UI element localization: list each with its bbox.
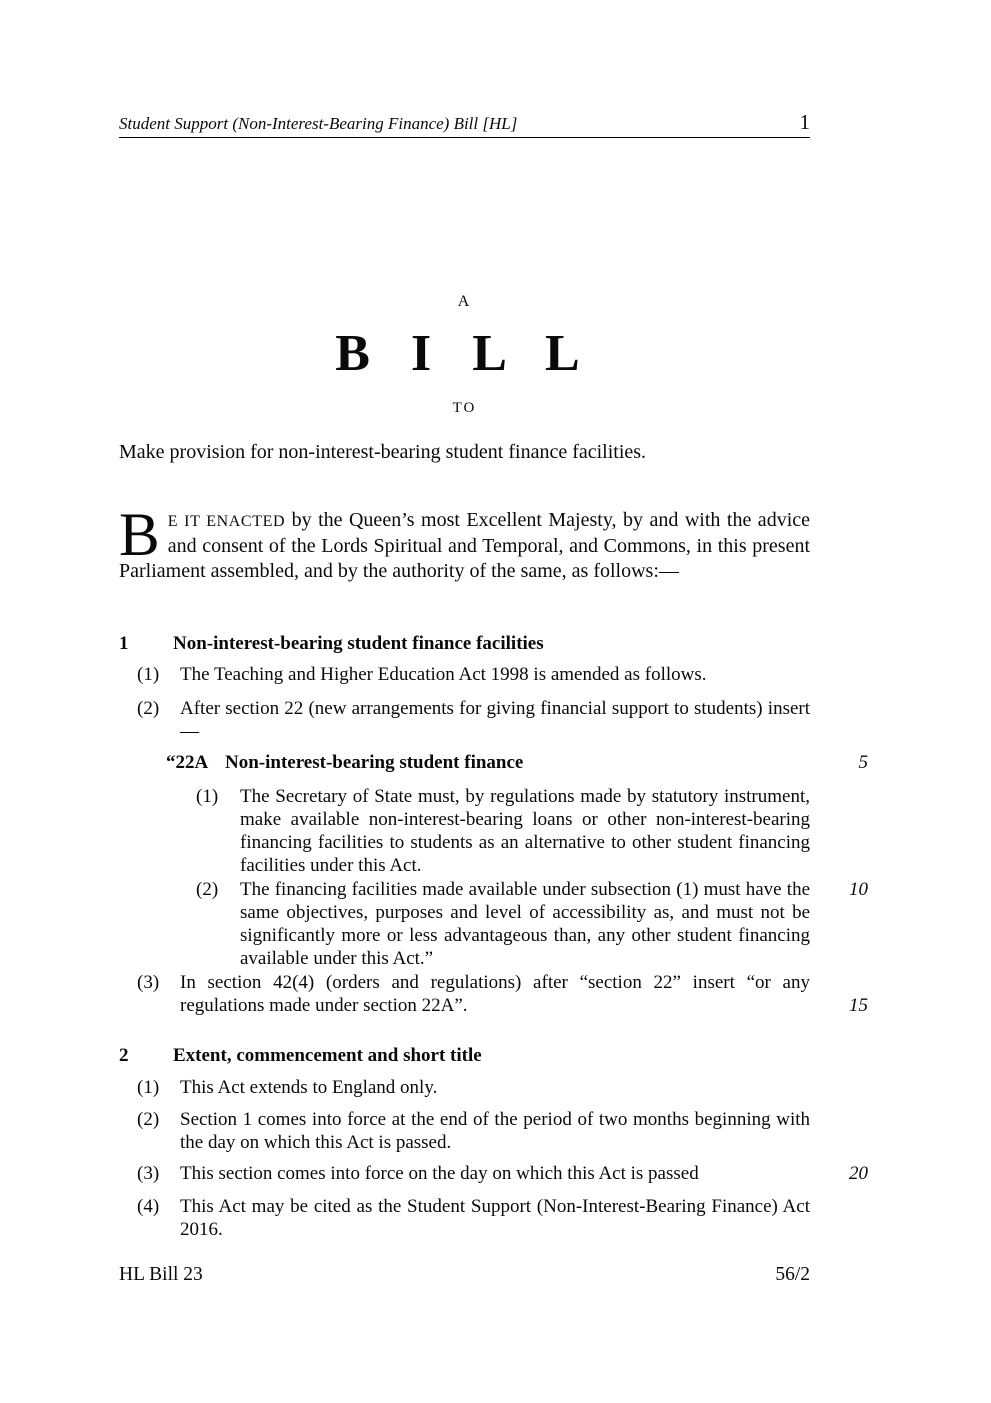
subsection-text: The Secretary of State must, by regulations made by statutory instrument, make available non-interest-bearing loans or other non-interest-bearing financing facilities to students as an alternative to other student financing facilities under this Act. [240, 786, 810, 876]
subsection-marker: (3) [137, 1163, 160, 1184]
header-rule [119, 137, 810, 138]
clause-title: Non-interest-bearing student finance facilities [173, 633, 544, 654]
quoted-subsection-1 [119, 785, 810, 877]
subsection-marker: (3) [137, 972, 160, 993]
bill-long-title: Make provision for non-interest-bearing student finance facilities. [119, 441, 647, 463]
quoted-section-number: “22A [166, 752, 209, 773]
subsection-marker: (4) [137, 1196, 160, 1217]
subsection-text: This Act may be cited as the Student Support (Non-Interest-Bearing Finance) Act 2016. [180, 1196, 810, 1240]
running-header-title: Student Support (Non-Interest-Bearing Finance) Bill [HL] [119, 114, 518, 133]
masthead-a: A [457, 293, 472, 310]
clause-1-heading [119, 632, 810, 655]
margin-line-number: 20 [849, 1163, 868, 1184]
running-header [119, 110, 810, 135]
subsection-text: After section 22 (new arrangements for giving financial support to students) insert— [180, 698, 810, 742]
margin-line-number: 15 [849, 995, 868, 1016]
clause-2-subsection-1 [119, 1076, 810, 1099]
footer-session-number: 56/2 [775, 1264, 810, 1285]
clause-1-subsection-2 [119, 697, 810, 743]
subsection-marker: (1) [137, 664, 160, 685]
enacting-text: by the Queen’s most Excellent Majesty, by and with the advice and consent of the Lords Spiritual and Temporal, and Commons, in this present Parliament assembled, and by the authority of the same, as follows:— [119, 509, 810, 582]
subsection-text: The financing facilities made available under subsection (1) must have the same objectives, purposes and level of accessibility as, and must not be significantly more or less advantageous than, any other student financing available under this Act.” [240, 879, 810, 969]
subsection-text: This section comes into force on the day on which this Act is passed [180, 1163, 699, 1184]
quoted-subsection-2 [119, 878, 810, 970]
subsection-marker: (2) [196, 879, 219, 900]
subsection-text: In section 42(4) (orders and regulations) after “section 22” insert “or any regulations made under section 22A”. [180, 972, 810, 1016]
dropcap-letter: B [119, 502, 160, 569]
quoted-section-22a-heading [119, 751, 810, 774]
masthead-bill-title: B I L L [335, 325, 594, 382]
masthead-to: TO [452, 400, 477, 416]
margin-line-number: 5 [858, 752, 868, 773]
subsection-marker: (1) [196, 786, 219, 807]
clause-number: 1 [119, 633, 129, 654]
clause-2-subsection-3 [119, 1162, 810, 1185]
enacting-smallcaps: E IT ENACTED [167, 513, 286, 530]
footer-bill-reference: HL Bill 23 [119, 1264, 203, 1285]
clause-title: Extent, commencement and short title [173, 1045, 482, 1066]
enacting-formula [119, 502, 810, 584]
subsection-marker: (2) [137, 698, 160, 719]
clause-1-subsection-1 [119, 663, 810, 686]
margin-line-number: 10 [849, 879, 868, 900]
clause-2-subsection-2 [119, 1108, 810, 1154]
quoted-section-title: Non-interest-bearing student finance [225, 752, 524, 773]
page-footer [119, 1264, 810, 1286]
clause-1-subsection-3 [119, 971, 810, 1017]
subsection-marker: (1) [137, 1077, 160, 1098]
clause-2-subsection-4 [119, 1195, 810, 1241]
subsection-text: This Act extends to England only. [180, 1077, 438, 1098]
clause-number: 2 [119, 1045, 129, 1066]
clause-2-heading [119, 1044, 810, 1067]
subsection-text: The Teaching and Higher Education Act 1998 is amended as follows. [180, 664, 707, 685]
subsection-marker: (2) [137, 1109, 160, 1130]
subsection-text: Section 1 comes into force at the end of the period of two months beginning with the day on which this Act is passed. [180, 1109, 810, 1153]
page-number: 1 [799, 110, 810, 134]
